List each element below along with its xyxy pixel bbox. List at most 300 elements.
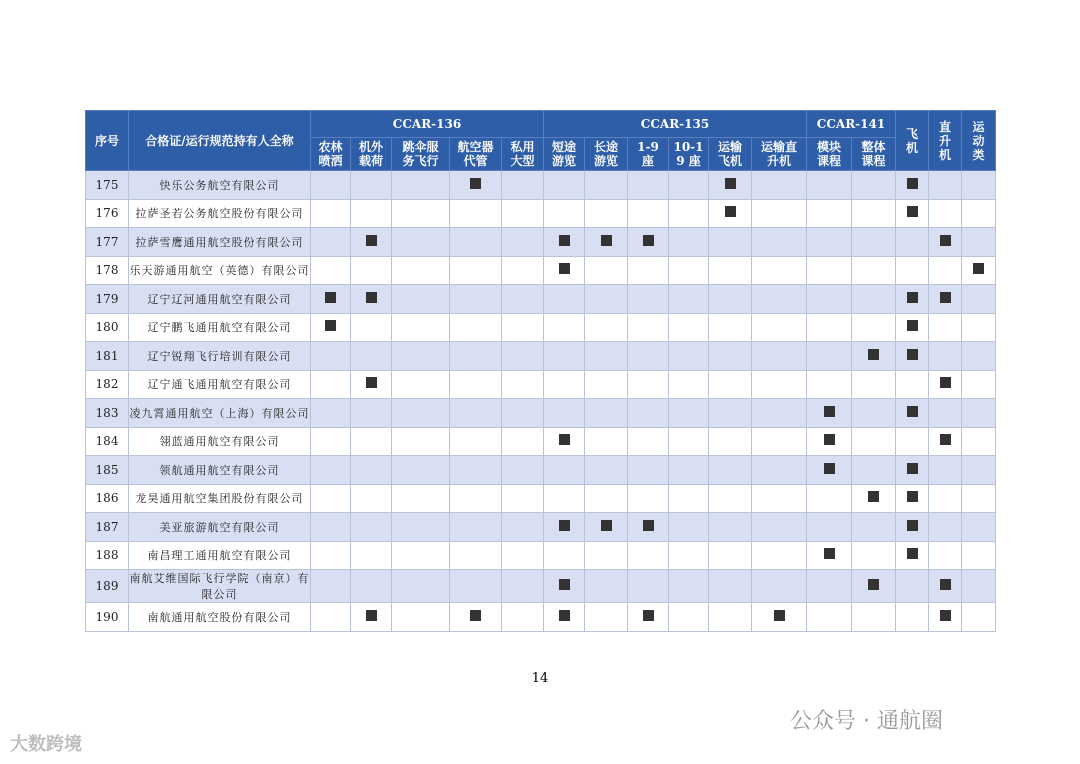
cell xyxy=(852,313,896,342)
table-row xyxy=(86,313,996,342)
cell xyxy=(351,256,392,285)
cell xyxy=(709,541,752,570)
cell xyxy=(929,484,962,513)
cell xyxy=(807,370,852,399)
cell xyxy=(929,456,962,485)
table-row xyxy=(86,456,996,485)
cell xyxy=(896,513,929,542)
cell xyxy=(351,228,392,257)
cell xyxy=(351,199,392,228)
filled-square-mark xyxy=(559,434,570,445)
cell xyxy=(585,603,628,632)
cell xyxy=(896,399,929,428)
table-row xyxy=(86,570,996,603)
filled-square-mark xyxy=(940,434,951,445)
cell xyxy=(311,513,351,542)
header-group: CCAR-135 xyxy=(544,111,807,138)
filled-square-mark xyxy=(559,610,570,621)
table-row xyxy=(86,342,996,371)
cell xyxy=(807,285,852,314)
cell xyxy=(392,399,450,428)
cell xyxy=(585,484,628,513)
cell xyxy=(450,342,502,371)
cell xyxy=(709,427,752,456)
certificate-table xyxy=(85,110,996,632)
cell xyxy=(709,342,752,371)
cell xyxy=(752,399,807,428)
cell xyxy=(852,513,896,542)
cell xyxy=(450,256,502,285)
cell xyxy=(929,342,962,371)
cell xyxy=(852,370,896,399)
filled-square-mark xyxy=(643,520,654,531)
filled-square-mark xyxy=(601,235,612,246)
filled-square-mark xyxy=(907,463,918,474)
row-number: 186 xyxy=(86,484,129,513)
filled-square-mark xyxy=(725,206,736,217)
cell xyxy=(628,513,669,542)
cell xyxy=(544,342,585,371)
cell xyxy=(852,570,896,603)
cell xyxy=(669,541,709,570)
cell xyxy=(450,228,502,257)
cell xyxy=(929,256,962,285)
cell xyxy=(929,228,962,257)
cell xyxy=(585,570,628,603)
cell xyxy=(669,603,709,632)
cell xyxy=(628,399,669,428)
cell xyxy=(502,570,544,603)
filled-square-mark xyxy=(559,520,570,531)
company-name: 快乐公务航空有限公司 xyxy=(129,171,311,200)
cell xyxy=(502,456,544,485)
cell xyxy=(311,228,351,257)
page-number: 14 xyxy=(531,671,549,686)
company-name: 拉萨圣若公务航空股份有限公司 xyxy=(129,199,311,228)
cell xyxy=(752,484,807,513)
table-row xyxy=(86,427,996,456)
cell xyxy=(392,570,450,603)
header-tail-col: 直 升 机 xyxy=(929,111,962,171)
cell xyxy=(807,570,852,603)
cell xyxy=(752,256,807,285)
table-row xyxy=(86,399,996,428)
cell xyxy=(852,456,896,485)
company-name: 辽宁通飞通用航空有限公司 xyxy=(129,370,311,399)
cell xyxy=(392,603,450,632)
cell xyxy=(628,228,669,257)
cell xyxy=(628,541,669,570)
filled-square-mark xyxy=(366,610,377,621)
row-number: 180 xyxy=(86,313,129,342)
company-name: 龙昊通用航空集团股份有限公司 xyxy=(129,484,311,513)
header-tail-col: 运 动 类 xyxy=(962,111,996,171)
cell xyxy=(929,541,962,570)
filled-square-mark xyxy=(940,377,951,388)
cell xyxy=(669,570,709,603)
cell xyxy=(752,456,807,485)
header-col: 10-1 9 座 xyxy=(669,138,709,171)
header-col: 农林 喷洒 xyxy=(311,138,351,171)
cell xyxy=(962,541,996,570)
cell xyxy=(709,484,752,513)
cell xyxy=(709,570,752,603)
filled-square-mark xyxy=(868,579,879,590)
cell xyxy=(544,541,585,570)
filled-square-mark xyxy=(907,292,918,303)
cell xyxy=(502,199,544,228)
filled-square-mark xyxy=(559,263,570,274)
cell xyxy=(896,541,929,570)
cell xyxy=(807,541,852,570)
row-number: 184 xyxy=(86,427,129,456)
cell xyxy=(628,603,669,632)
table-row xyxy=(86,256,996,285)
cell xyxy=(351,513,392,542)
cell xyxy=(962,603,996,632)
filled-square-mark xyxy=(907,548,918,559)
cell xyxy=(502,228,544,257)
cell xyxy=(807,228,852,257)
cell xyxy=(752,541,807,570)
cell xyxy=(852,342,896,371)
row-number: 185 xyxy=(86,456,129,485)
filled-square-mark xyxy=(366,292,377,303)
cell xyxy=(962,285,996,314)
cell xyxy=(669,427,709,456)
cell xyxy=(709,228,752,257)
company-name: 辽宁鹏飞通用航空有限公司 xyxy=(129,313,311,342)
cell xyxy=(544,603,585,632)
row-number: 189 xyxy=(86,570,129,603)
table-row xyxy=(86,199,996,228)
table-row xyxy=(86,228,996,257)
cell xyxy=(807,399,852,428)
cell xyxy=(450,427,502,456)
cell xyxy=(929,399,962,428)
cell xyxy=(450,456,502,485)
cell xyxy=(311,570,351,603)
row-number: 188 xyxy=(86,541,129,570)
cell xyxy=(807,484,852,513)
table-row xyxy=(86,541,996,570)
header-group: CCAR-136 xyxy=(311,111,544,138)
header-name: 合格证/运行规范持有人全称 xyxy=(129,111,311,171)
cell xyxy=(752,313,807,342)
cell xyxy=(962,570,996,603)
cell xyxy=(896,199,929,228)
cell xyxy=(669,484,709,513)
table-row xyxy=(86,484,996,513)
cell xyxy=(962,256,996,285)
cell xyxy=(585,256,628,285)
filled-square-mark xyxy=(940,235,951,246)
cell xyxy=(585,342,628,371)
cell xyxy=(752,285,807,314)
cell xyxy=(896,570,929,603)
cell xyxy=(450,603,502,632)
watermark-wechat: 公众号 · 通航圈 xyxy=(790,709,943,734)
cell xyxy=(669,399,709,428)
filled-square-mark xyxy=(824,434,835,445)
cell xyxy=(585,399,628,428)
cell xyxy=(962,427,996,456)
cell xyxy=(585,285,628,314)
filled-square-mark xyxy=(325,292,336,303)
cell xyxy=(807,427,852,456)
cell xyxy=(628,456,669,485)
cell xyxy=(807,456,852,485)
cell xyxy=(962,228,996,257)
watermark-logo: 大数跨境 xyxy=(10,734,82,755)
cell xyxy=(544,513,585,542)
filled-square-mark xyxy=(907,406,918,417)
cell xyxy=(311,399,351,428)
cell xyxy=(450,399,502,428)
cell xyxy=(896,171,929,200)
cell xyxy=(709,370,752,399)
cell xyxy=(709,199,752,228)
header-col: 短途 游览 xyxy=(544,138,585,171)
cell xyxy=(752,370,807,399)
cell xyxy=(896,370,929,399)
cell xyxy=(392,484,450,513)
row-number: 182 xyxy=(86,370,129,399)
cell xyxy=(450,171,502,200)
cell xyxy=(628,342,669,371)
cell xyxy=(929,370,962,399)
filled-square-mark xyxy=(940,610,951,621)
cell xyxy=(669,513,709,542)
cell xyxy=(392,228,450,257)
filled-square-mark xyxy=(725,178,736,189)
cell xyxy=(929,199,962,228)
header-col: 私用 大型 xyxy=(502,138,544,171)
row-number: 175 xyxy=(86,171,129,200)
cell xyxy=(585,199,628,228)
cell xyxy=(392,456,450,485)
cell xyxy=(502,285,544,314)
cell xyxy=(502,313,544,342)
header-col: 1-9 座 xyxy=(628,138,669,171)
cell xyxy=(450,370,502,399)
cell xyxy=(752,427,807,456)
cell xyxy=(962,513,996,542)
cell xyxy=(392,513,450,542)
cell xyxy=(351,456,392,485)
cell xyxy=(585,513,628,542)
cell xyxy=(929,603,962,632)
cell xyxy=(392,313,450,342)
row-number: 179 xyxy=(86,285,129,314)
cell xyxy=(807,513,852,542)
row-number: 187 xyxy=(86,513,129,542)
cell xyxy=(669,199,709,228)
company-name: 美亚旅游航空有限公司 xyxy=(129,513,311,542)
cell xyxy=(311,484,351,513)
cell xyxy=(311,256,351,285)
cell xyxy=(351,342,392,371)
cell xyxy=(896,285,929,314)
cell xyxy=(896,427,929,456)
cell xyxy=(392,285,450,314)
cell xyxy=(807,313,852,342)
cell xyxy=(752,228,807,257)
cell xyxy=(962,313,996,342)
cell xyxy=(351,313,392,342)
filled-square-mark xyxy=(643,610,654,621)
cell xyxy=(852,427,896,456)
header-col: 机外 载荷 xyxy=(351,138,392,171)
cell xyxy=(544,484,585,513)
cell xyxy=(311,427,351,456)
cell xyxy=(502,427,544,456)
cell xyxy=(544,399,585,428)
cell xyxy=(544,199,585,228)
cell xyxy=(962,484,996,513)
filled-square-mark xyxy=(868,349,879,360)
cell xyxy=(450,199,502,228)
cell xyxy=(962,342,996,371)
cell xyxy=(392,342,450,371)
cell xyxy=(709,285,752,314)
cell xyxy=(709,399,752,428)
header-col: 航空器 代管 xyxy=(450,138,502,171)
company-name: 南昌理工通用航空有限公司 xyxy=(129,541,311,570)
cell xyxy=(852,256,896,285)
cell xyxy=(628,570,669,603)
cell xyxy=(752,513,807,542)
filled-square-mark xyxy=(940,292,951,303)
filled-square-mark xyxy=(868,491,879,502)
row-number: 177 xyxy=(86,228,129,257)
filled-square-mark xyxy=(907,178,918,189)
cell xyxy=(962,456,996,485)
cell xyxy=(852,399,896,428)
cell xyxy=(392,199,450,228)
header-col: 运输直 升机 xyxy=(752,138,807,171)
cell xyxy=(962,370,996,399)
filled-square-mark xyxy=(601,520,612,531)
cell xyxy=(311,603,351,632)
table-row xyxy=(86,603,996,632)
filled-square-mark xyxy=(907,320,918,331)
filled-square-mark xyxy=(973,263,984,274)
cell xyxy=(709,603,752,632)
cell xyxy=(669,228,709,257)
cell xyxy=(807,256,852,285)
company-name: 南航艾维国际飞行学院（南京）有限公司 xyxy=(129,570,311,603)
cell xyxy=(544,370,585,399)
cell xyxy=(752,570,807,603)
cell xyxy=(962,171,996,200)
company-name: 辽宁辽河通用航空有限公司 xyxy=(129,285,311,314)
filled-square-mark xyxy=(907,349,918,360)
row-number: 176 xyxy=(86,199,129,228)
table-row xyxy=(86,513,996,542)
cell xyxy=(752,603,807,632)
filled-square-mark xyxy=(774,610,785,621)
cell xyxy=(351,399,392,428)
cell xyxy=(544,256,585,285)
cell xyxy=(585,171,628,200)
cell xyxy=(962,399,996,428)
table-row xyxy=(86,370,996,399)
cell xyxy=(807,342,852,371)
cell xyxy=(896,228,929,257)
cell xyxy=(628,285,669,314)
cell xyxy=(807,603,852,632)
cell xyxy=(852,285,896,314)
header-no: 序号 xyxy=(86,111,129,171)
cell xyxy=(929,171,962,200)
cell xyxy=(585,313,628,342)
cell xyxy=(544,427,585,456)
company-name: 凌九霄通用航空（上海）有限公司 xyxy=(129,399,311,428)
header-group: CCAR-141 xyxy=(807,111,896,138)
filled-square-mark xyxy=(824,406,835,417)
cell xyxy=(628,484,669,513)
cell xyxy=(585,541,628,570)
cell xyxy=(544,285,585,314)
cell xyxy=(450,513,502,542)
cell xyxy=(852,603,896,632)
cell xyxy=(852,541,896,570)
cell xyxy=(311,342,351,371)
cell xyxy=(392,370,450,399)
filled-square-mark xyxy=(366,235,377,246)
cell xyxy=(392,256,450,285)
cell xyxy=(585,228,628,257)
cell xyxy=(628,256,669,285)
cell xyxy=(628,171,669,200)
cell xyxy=(450,285,502,314)
cell xyxy=(311,456,351,485)
cell xyxy=(351,171,392,200)
cell xyxy=(311,285,351,314)
cell xyxy=(752,199,807,228)
cell xyxy=(709,256,752,285)
cell xyxy=(896,603,929,632)
cell xyxy=(669,370,709,399)
cell xyxy=(585,456,628,485)
cell xyxy=(392,171,450,200)
company-name: 翎蓝通用航空有限公司 xyxy=(129,427,311,456)
filled-square-mark xyxy=(940,579,951,590)
row-number: 181 xyxy=(86,342,129,371)
cell xyxy=(929,427,962,456)
cell xyxy=(852,228,896,257)
filled-square-mark xyxy=(824,548,835,559)
cell xyxy=(450,313,502,342)
cell xyxy=(450,484,502,513)
cell xyxy=(544,570,585,603)
header-col: 整体 课程 xyxy=(852,138,896,171)
cell xyxy=(311,370,351,399)
cell xyxy=(502,256,544,285)
cell xyxy=(752,342,807,371)
cell xyxy=(929,313,962,342)
cell xyxy=(502,370,544,399)
filled-square-mark xyxy=(907,520,918,531)
cell xyxy=(628,313,669,342)
cell xyxy=(709,513,752,542)
cell xyxy=(311,313,351,342)
cell xyxy=(709,456,752,485)
cell xyxy=(807,171,852,200)
cell xyxy=(502,399,544,428)
cell xyxy=(896,342,929,371)
